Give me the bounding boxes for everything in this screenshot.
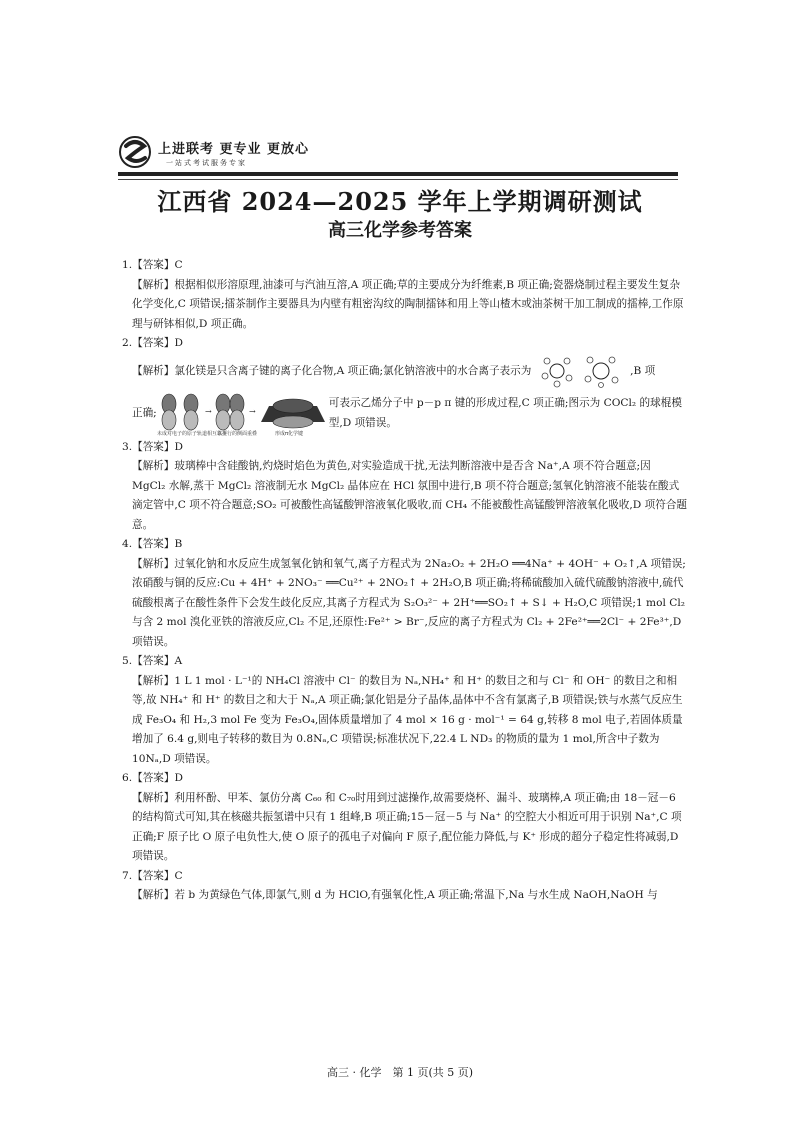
header-divider xyxy=(118,172,678,176)
exam-title: 江西省 2024—2025 学年上学期调研测试 xyxy=(157,187,643,216)
answer-line-6: 6.【答案】D xyxy=(122,772,183,784)
explanation-6: 【解析】利用杯酚、甲苯、氯仿分离 C₆₀ 和 C₇₀时用到过滤操作,故需要烧杯、漏斗、玻璃棒,A 项正确;由 18－冠－6 的结构简式可知,其在核磁共振氢谱中只有 1 组峰,B 项正确;15－冠－5 与 Na⁺ 的空腔大小相近可用于识别 Na⁺,C 项正确;F 原子比 O 原子电负性大,使 O 原子的孤电子对偏向 F 原子,配位能力降低,与 K⁺ 形成的超分子稳定性将减弱,D 项错误。 xyxy=(132,791,682,862)
answer-line-3: 3.【答案】D xyxy=(122,440,183,453)
pi-fig-label-3: 形成π化学键 xyxy=(274,430,303,436)
exam-subtitle: 高三化学参考答案 xyxy=(328,220,472,241)
pi-fig-label-1: 未成对电子的原子轨道相互靠拢 xyxy=(156,430,227,436)
svg-text:→: → xyxy=(248,406,256,416)
explanation-2b-start: 正确; xyxy=(132,406,157,419)
answer-line-2: 2.【答案】D xyxy=(122,337,183,349)
hydrated-ions-figure xyxy=(535,354,627,388)
logo-icon xyxy=(118,134,152,170)
explanation-1: 【解析】根据相似形溶原理,油漆可与汽油互溶,A 项正确;草的主要成分为纤维素,B 项正确;瓷器烧制过程主要发生复杂化学变化,C 项错误;擂茶制作主要器具为内壁有粗密沟纹的陶制擂钵和用上等山楂木或油茶树干加工制成的擂棒,工作原理与研钵相似,D 项正确。 xyxy=(132,278,684,330)
answer-line-4: 4.【答案】B xyxy=(122,538,183,550)
explanation-2a-text: 【解析】氯化镁是只含离子键的离子化合物,A 项正确;氯化钠溶液中的水合离子表示为 xyxy=(132,364,532,377)
svg-text:→: → xyxy=(204,406,212,416)
pi-bond-formation-figure xyxy=(157,392,329,436)
explanation-3: 【解析】玻璃棒中含硅酸钠,灼烧时焰色为黄色,对实验造成干扰,无法判断溶液中是否含 Na⁺,A 项不符合题意;因 MgCl₂ 水解,蒸干 MgCl₂ 溶液制无水 MgCl₂ 晶体应在 HCl 氛围中进行,B 项不符合题意;氢氧化钠溶液不能装在酸式滴定管中,C 项不符合题意;SO₂ 可被酸性高锰酸钾溶液氧化吸收,而 CH₄ 不能被酸性高锰酸钾溶液氧化吸收,D 项符合题意。 xyxy=(132,460,688,531)
explanation-4: 【解析】过氧化钠和水反应生成氢氧化钠和氧气,离子方程式为 2Na₂O₂ + 2H₂O ══4Na⁺ + 4OH⁻ + O₂↑,A 项错误;浓硝酸与铜的反应:Cu + 4H⁺ + 2NO₃⁻ ══Cu²⁺ + 2NO₂↑ + 2H₂O,B 项正确;将稀硫酸加入硫代硫酸钠溶液中,硫代硫酸根离子在酸性条件下会发生歧化反应,其离子方程式为 S₂O₃²⁻ + 2H⁺══SO₂↑ + S↓ + H₂O,C 项错误;1 mol Cl₂ 与含 2 mol 溴化亚铁的溶液反应,Cl₂ 不足,还原性:Fe²⁺ > Br⁻,反应的离子方程式为 Cl₂ + 2Fe²⁺══2Cl⁻ + 2Fe³⁺,D 项错误。 xyxy=(132,557,686,648)
explanation-2a xyxy=(122,354,687,388)
page-header xyxy=(118,134,678,186)
page-footer: 高三 · 化学 第 1 页(共 5 页) xyxy=(326,1066,474,1079)
answer-line-5: 5.【答案】A xyxy=(122,655,183,667)
answer-body xyxy=(122,256,687,906)
explanation-7: 【解析】若 b 为黄绿色气体,即氯气,则 d 为 HClO,有强氧化性,A 项正确;常温下,Na 与水生成 NaOH,NaOH 与 xyxy=(132,889,658,901)
brand-slogan: 上进联考 更专业 更放心 xyxy=(158,142,310,157)
header-divider-thin xyxy=(118,179,678,180)
explanation-2a-end: ,B 项 xyxy=(630,364,656,377)
answer-line-1: 1.【答案】C xyxy=(122,259,183,271)
pi-bond-figure-row xyxy=(122,392,687,436)
explanation-2b-text: 可表示乙烯分子中 p－p π 键的形成过程,C 项正确;图示为 COCl₂ 的球棍模型,D 项错误。 xyxy=(328,397,682,429)
brand-tagline: 一站式考试服务专家 xyxy=(166,159,247,167)
pi-fig-label-2: 以平行的侧面重叠 xyxy=(216,430,257,436)
answer-line-7: 7.【答案】C xyxy=(122,869,183,882)
explanation-5: 【解析】1 L 1 mol · L⁻¹的 NH₄Cl 溶液中 Cl⁻ 的数目为 Nₐ,NH₄⁺ 和 H⁺ 的数目之和与 Cl⁻ 和 OH⁻ 的数目之和相等,故 NH₄⁺ 和 H⁺ 的数目之和大于 Nₐ,A 项正确;氯化铝是分子晶体,晶体中不含有氯离子,B 项错误;铁与水蒸气反应生成 Fe₃O₄ 和 H₂,3 mol Fe 变为 Fe₃O₄,固体质量增加了 4 mol × 16 g · mol⁻¹ = 64 g,转移 8 mol 电子,若固体质量增加了 6.4 g,则电子转移的数目为 0.8Nₐ,C 项错误;标准状况下,22.4 L ND₃ 的物质的量为 1 mol,所含中子数为 10Nₐ,D 项错误。 xyxy=(132,674,683,765)
